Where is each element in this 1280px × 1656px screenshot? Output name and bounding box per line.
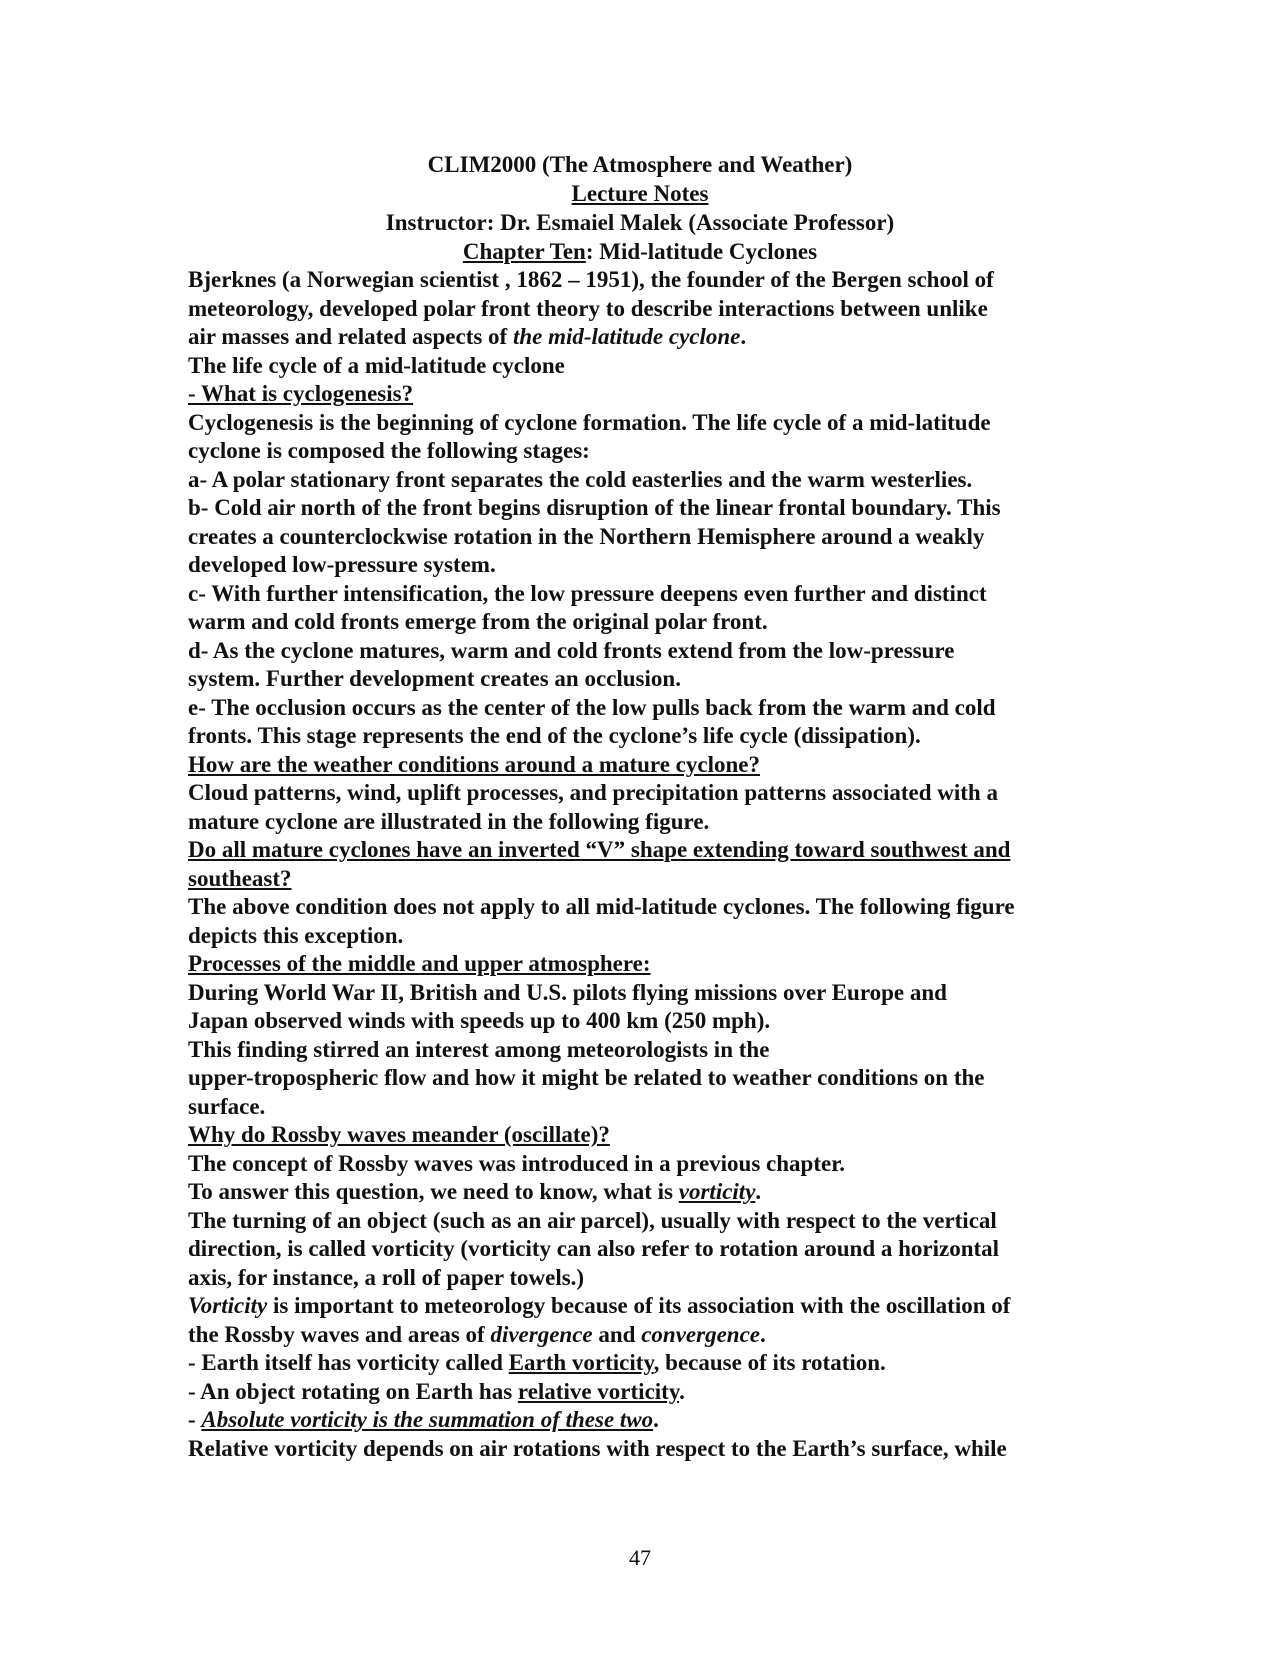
underlined-term: relative vorticity (517, 1378, 680, 1404)
stage-item: c- With further intensification, the low pressure deepens even further and distinct (188, 580, 987, 606)
text-line: system. Further development creates an occlusion. (188, 666, 681, 691)
text-line: axis, for instance, a roll of paper towels.) (188, 1264, 585, 1290)
question-heading: southeast? (188, 865, 292, 891)
text-segment: the Rossby waves and areas of (188, 1321, 491, 1347)
italic-term: Vorticity (188, 1293, 268, 1318)
text-segment: . (755, 1179, 762, 1204)
text-line: warm and cold fronts emerge from the original polar front. (188, 609, 768, 634)
text-line: depicts this exception. (188, 922, 404, 948)
chapter-heading (0, 237, 1280, 266)
text-segment: - An object rotating on Earth has (188, 1378, 518, 1404)
text-line: Bjerknes (a Norwegian scientist , 1862 – 1951), the founder of the Bergen school of (188, 267, 994, 292)
text-segment: , because of its rotation. (653, 1350, 886, 1375)
text-segment: . (740, 324, 747, 349)
text-line: cyclone is composed the following stages: (188, 438, 590, 463)
text-line (188, 1292, 1108, 1321)
chapter-title: : Mid-latitude Cyclones (585, 239, 818, 264)
text-segment: air masses and related aspects of (188, 324, 513, 349)
text-segment: - (188, 1407, 202, 1432)
text-line: The turning of an object (such as an air parcel), usually with respect to the vertical (188, 1207, 997, 1233)
text-line: Cyclogenesis is the beginning of cyclone formation. The life cycle of a mid-latitude (188, 409, 991, 435)
text-segment: . (653, 1407, 659, 1432)
lecture-notes-heading: Lecture Notes (571, 181, 709, 206)
question-heading: How are the weather conditions around a mature cyclone? (188, 751, 760, 777)
instructor-line: Instructor: Dr. Esmaiel Malek (Associate Professor) (385, 210, 895, 235)
text-line: During World War II, British and U.S. pilots flying missions over Europe and (188, 979, 947, 1005)
stage-item: d- As the cyclone matures, warm and cold fronts extend from the low-pressure (188, 637, 955, 663)
text-line: Relative vorticity depends on air rotations with respect to the Earth’s surface, while (188, 1435, 1007, 1461)
text-segment: - Earth itself has vorticity called (188, 1350, 509, 1375)
section-heading: The life cycle of a mid-latitude cyclone (188, 352, 565, 378)
stage-item: e- The occlusion occurs as the center of the low pulls back from the warm and cold (188, 694, 996, 720)
italic-term: convergence (641, 1321, 761, 1347)
question-heading: Do all mature cyclones have an inverted “V” shape extending toward southwest and (188, 837, 1011, 862)
course-title: CLIM2000 (The Atmosphere and Weather) (427, 152, 853, 177)
document-header (0, 150, 1280, 266)
text-segment: To answer this question, we need to know, what is (188, 1179, 679, 1204)
italic-term: vorticity (678, 1179, 756, 1204)
text-line (188, 1349, 1108, 1378)
text-segment: and (592, 1321, 642, 1347)
italic-term: the mid-latitude cyclone (512, 324, 741, 349)
text-line: This finding stirred an interest among meteorologists in the (188, 1036, 770, 1062)
text-line (188, 323, 1108, 352)
italic-term: Absolute vorticity is the summation of these two (201, 1407, 654, 1432)
text-line: Japan observed winds with speeds up to 400 km (250 mph). (188, 1008, 771, 1033)
italic-term: divergence (490, 1321, 593, 1347)
underlined-term: Earth vorticity (508, 1350, 654, 1375)
text-line: meteorology, developed polar front theory to describe interactions between unlike (188, 295, 988, 321)
text-line (188, 1406, 1108, 1435)
page-number: 47 (629, 1545, 651, 1570)
text-line: mature cyclone are illustrated in the following figure. (188, 808, 710, 834)
text-line: fronts. This stage represents the end of the cyclone’s life cycle (dissipation). (188, 723, 921, 748)
text-line (188, 1178, 1108, 1207)
text-line: creates a counterclockwise rotation in the Northern Hemisphere around a weakly (188, 523, 985, 549)
chapter-label: Chapter Ten (462, 239, 586, 264)
text-line: surface. (188, 1093, 266, 1119)
section-heading: Processes of the middle and upper atmosphere: (188, 951, 651, 976)
text-line: Cloud patterns, wind, uplift processes, and precipitation patterns associated with a (188, 780, 998, 805)
question-heading: Why do Rossby waves meander (oscillate)? (188, 1122, 610, 1147)
text-segment: . (760, 1321, 766, 1347)
question-heading: - What is cyclogenesis? (188, 381, 414, 406)
text-line: developed low-pressure system. (188, 552, 496, 577)
text-line: The above condition does not apply to all mid-latitude cyclones. The following figure (188, 894, 1015, 919)
stage-item: a- A polar stationary front separates the cold easterlies and the warm westerlies. (188, 466, 973, 492)
text-line: The concept of Rossby waves was introduced in a previous chapter. (188, 1150, 846, 1176)
text-segment: is important to meteorology because of its association with the oscillation of (267, 1293, 1011, 1318)
text-segment: . (679, 1378, 685, 1404)
text-line: direction, is called vorticity (vorticity can also refer to rotation around a horizontal (188, 1236, 1000, 1261)
text-line: upper-tropospheric flow and how it might be related to weather conditions on the (188, 1065, 985, 1090)
text-line (188, 1378, 1108, 1407)
body-text (188, 266, 1108, 1463)
stage-item: b- Cold air north of the front begins disruption of the linear frontal boundary. This (188, 495, 1001, 520)
text-line (188, 1321, 1108, 1350)
